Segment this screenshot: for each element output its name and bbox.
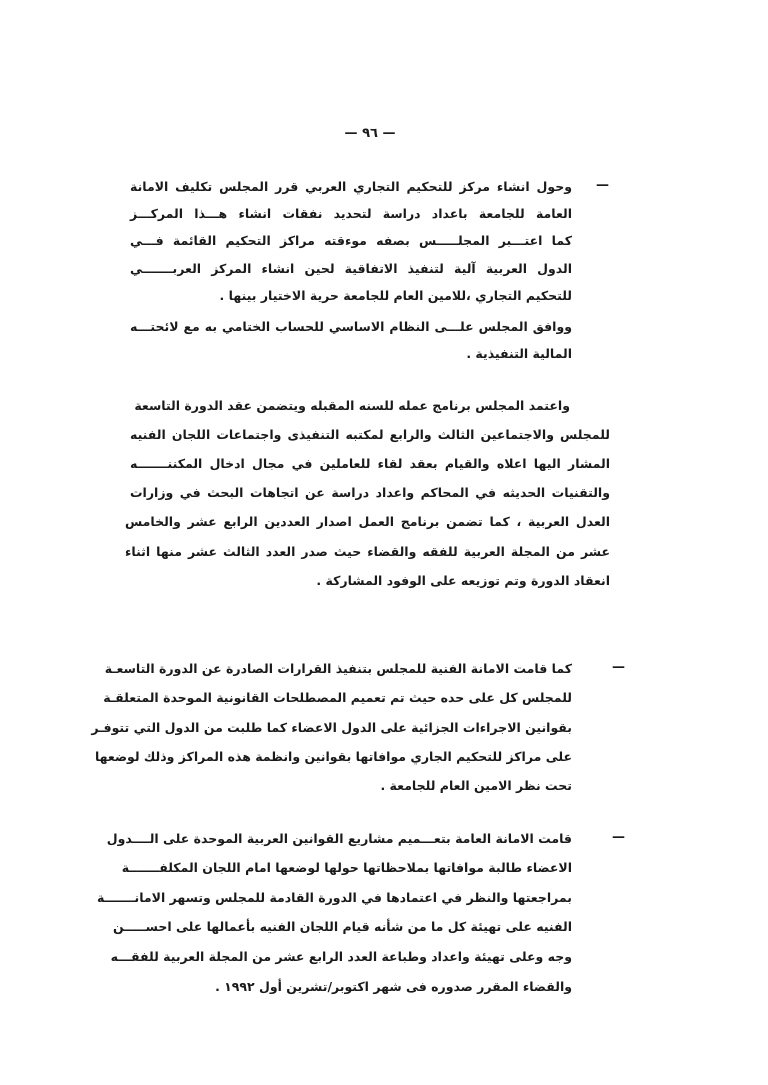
text-line: كما اعتـــبر المجلـــــس بصفه موءقته مراكز التحكيم القائمة فـــي — [130, 233, 572, 248]
text-line: المشار اليها اعلاه والقيام بعقد لقاء للعاملين في مجال ادخال المكننـــــــه — [130, 456, 610, 471]
text-line: والتقنيات الحديثه في المحاكم واعداد دراسة عن اتجاهات البحث في وزارات — [130, 485, 610, 500]
text-line: للتحكيم التجاري ،للامين العام للجامعة حرية الاختيار بينها . — [219, 288, 572, 303]
bullet-dash: — — [612, 660, 625, 675]
text-line: للمجلس والاجتماعين الثالث والرابع لمكتبه التنفيذى واجتماعات اللجان الفنيه — [130, 427, 610, 442]
text-line: وحول انشاء مركز للتحكيم التجاري العربي قرر المجلس تكليف الامانة — [130, 179, 572, 194]
text-line: بقوانين الاجراءات الجزائية على الدول الاعضاء كما طلبت من الدول التي تتوفـر — [91, 720, 572, 735]
text-line: تحت نظر الامين العام للجامعة . — [380, 778, 572, 793]
text-line: انعقاد الدورة وتم توزيعه على الوفود المشاركة . — [316, 573, 610, 588]
text-line: وجه وعلى تهيئة واعداد وطباعة العدد الرابع عشر من المجلة العربية للفقـــه — [110, 949, 572, 964]
bullet-dash: — — [596, 178, 609, 193]
text-line: الاعضاء طالبة موافاتها بملاحظاتها حولها لوضعها امام اللجان المكلفـــــــة — [121, 860, 572, 875]
text-line: والقضاء المقرر صدوره فى شهر اكتوبر/تشرين أول ١٩٩٢ . — [215, 979, 572, 994]
text-line: الدول العربية آلية لتنفيذ الاتفاقية لحين انشاء المركز العربـــــــي — [130, 261, 572, 276]
text-line: الفنيه على تهيئة كل ما من شأنه قيام اللجان الفنيه بأعمالها على احســـــن — [112, 919, 572, 934]
text-line: عشر من المجلة العربية للفقه والقضاء حيث صدر العدد الثالث عشر منها اثناء — [125, 544, 610, 559]
text-line: واعتمد المجلس برنامج عمله للسنه المقبله ويتضمن عقد الدورة التاسعة — [134, 398, 570, 413]
page-number: — ٩٦ — — [344, 126, 396, 141]
text-line: للمجلس كل على حده حيث تم تعميم المصطلحات القانونية الموحدة المتعلقـة — [103, 690, 572, 705]
text-line: المالية التنفيذية . — [466, 346, 572, 361]
text-line: العدل العربية ، كما تضمن برنامج العمل اصدار العددين الرابع عشر والخامس — [125, 514, 610, 529]
text-line: العامة للجامعة باعداد دراسة لتحديد نفقات انشاء هـــذا المركـــز — [130, 206, 572, 221]
text-line: ووافق المجلس علـــى النظام الاساسي للحساب الختامي به مع لائحتـــه — [130, 319, 572, 334]
bullet-dash: — — [612, 830, 625, 845]
text-line: كما قامت الامانة الفنية للمجلس بتنفيذ القرارات الصادرة عن الدورة التاسعـة — [104, 661, 572, 676]
text-line: على مراكز للتحكيم الجاري موافاتها بقوانين وانظمة هذه المراكز وذلك لوضعها — [94, 749, 572, 764]
text-line: قامت الامانة العامة بتعـــميم مشاريع القوانين العربية الموحدة على الــــدول — [106, 831, 572, 846]
text-line: بمراجعتها والنظر في اعتمادها في الدورة القادمة للمجلس وتسهر الامانـــــــة — [97, 890, 572, 905]
